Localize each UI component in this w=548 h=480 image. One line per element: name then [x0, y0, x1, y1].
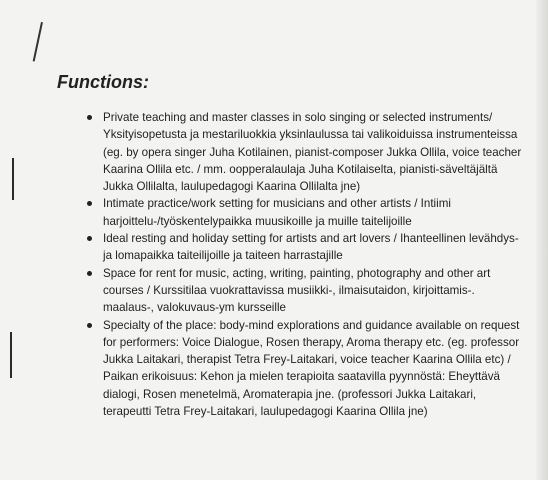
- margin-line-mark: [10, 332, 12, 378]
- list-item: [86, 317, 526, 421]
- bullet-icon: [87, 201, 92, 206]
- list-item: [86, 230, 526, 265]
- list-item: [86, 265, 526, 317]
- margin-line-mark: [12, 158, 14, 200]
- list-item-text: Ideal resting and holiday setting for artists and art lovers / Ihanteellinen levähdys- ja lomapaikka taiteilijoille ja taiteen harrastajille: [103, 232, 519, 263]
- list-item-text: Space for rent for music, acting, writing, painting, photography and other art courses / Kurssitilaa vuokrattavissa musiikki-, ilmaisutaidon, kirjoittamis-. maalaus-, valokuvaus-ym kursseille: [103, 266, 491, 315]
- page-edge-shadow: [536, 0, 548, 480]
- list-item: [86, 195, 526, 230]
- bullet-icon: [87, 271, 92, 276]
- section-heading: Functions:: [57, 72, 149, 92]
- pen-mark: [33, 22, 43, 62]
- list-item-text: Specialty of the place: body-mind explorations and guidance available on request for performers: Voice Dialogue, Rosen therapy, Aroma therapy etc. (eg. professor Jukka Laitakari, therapist Tetra Frey-Laitakari, voice teacher Kaarina Ollila etc) / Paikan erikoisuus: Kehon ja mielen terapioita saatavilla pyynnöstä: Eheyttävä dialogi, Rosen menetelmä, Aromaterapia jne. (professori Jukka Laitakari, terapeutti Tetra Frey-Laitakari, laulupedagogi Kaarina Ollila jne): [103, 318, 520, 419]
- bullet-icon: [87, 236, 92, 241]
- list-item-text: Private teaching and master classes in solo singing or selected instruments/ Yksityisopetusta ja mestariluokkia yksinlaulussa tai valikoiduissa instrumenteissa (eg. by opera singer Juha Kotilainen, pianist-composer Jukka Ollila, voice teacher Kaarina Ollila etc. / mm. oopperalaulaja Juha Kotilaiselta, pianisti-säveltäjältä Jukka Ollilalta, laulupedagogi Kaarina Ollilalta jne): [103, 111, 522, 194]
- list-item: [86, 109, 526, 195]
- list-item-text: Intimate practice/work setting for musicians and other artists / Intiimi harjoittelu-/työskentelypaikka muusikoille ja muille taitelijoille: [103, 197, 451, 228]
- bullet-icon: [87, 115, 92, 120]
- functions-list: [86, 109, 526, 420]
- bullet-icon: [87, 323, 92, 328]
